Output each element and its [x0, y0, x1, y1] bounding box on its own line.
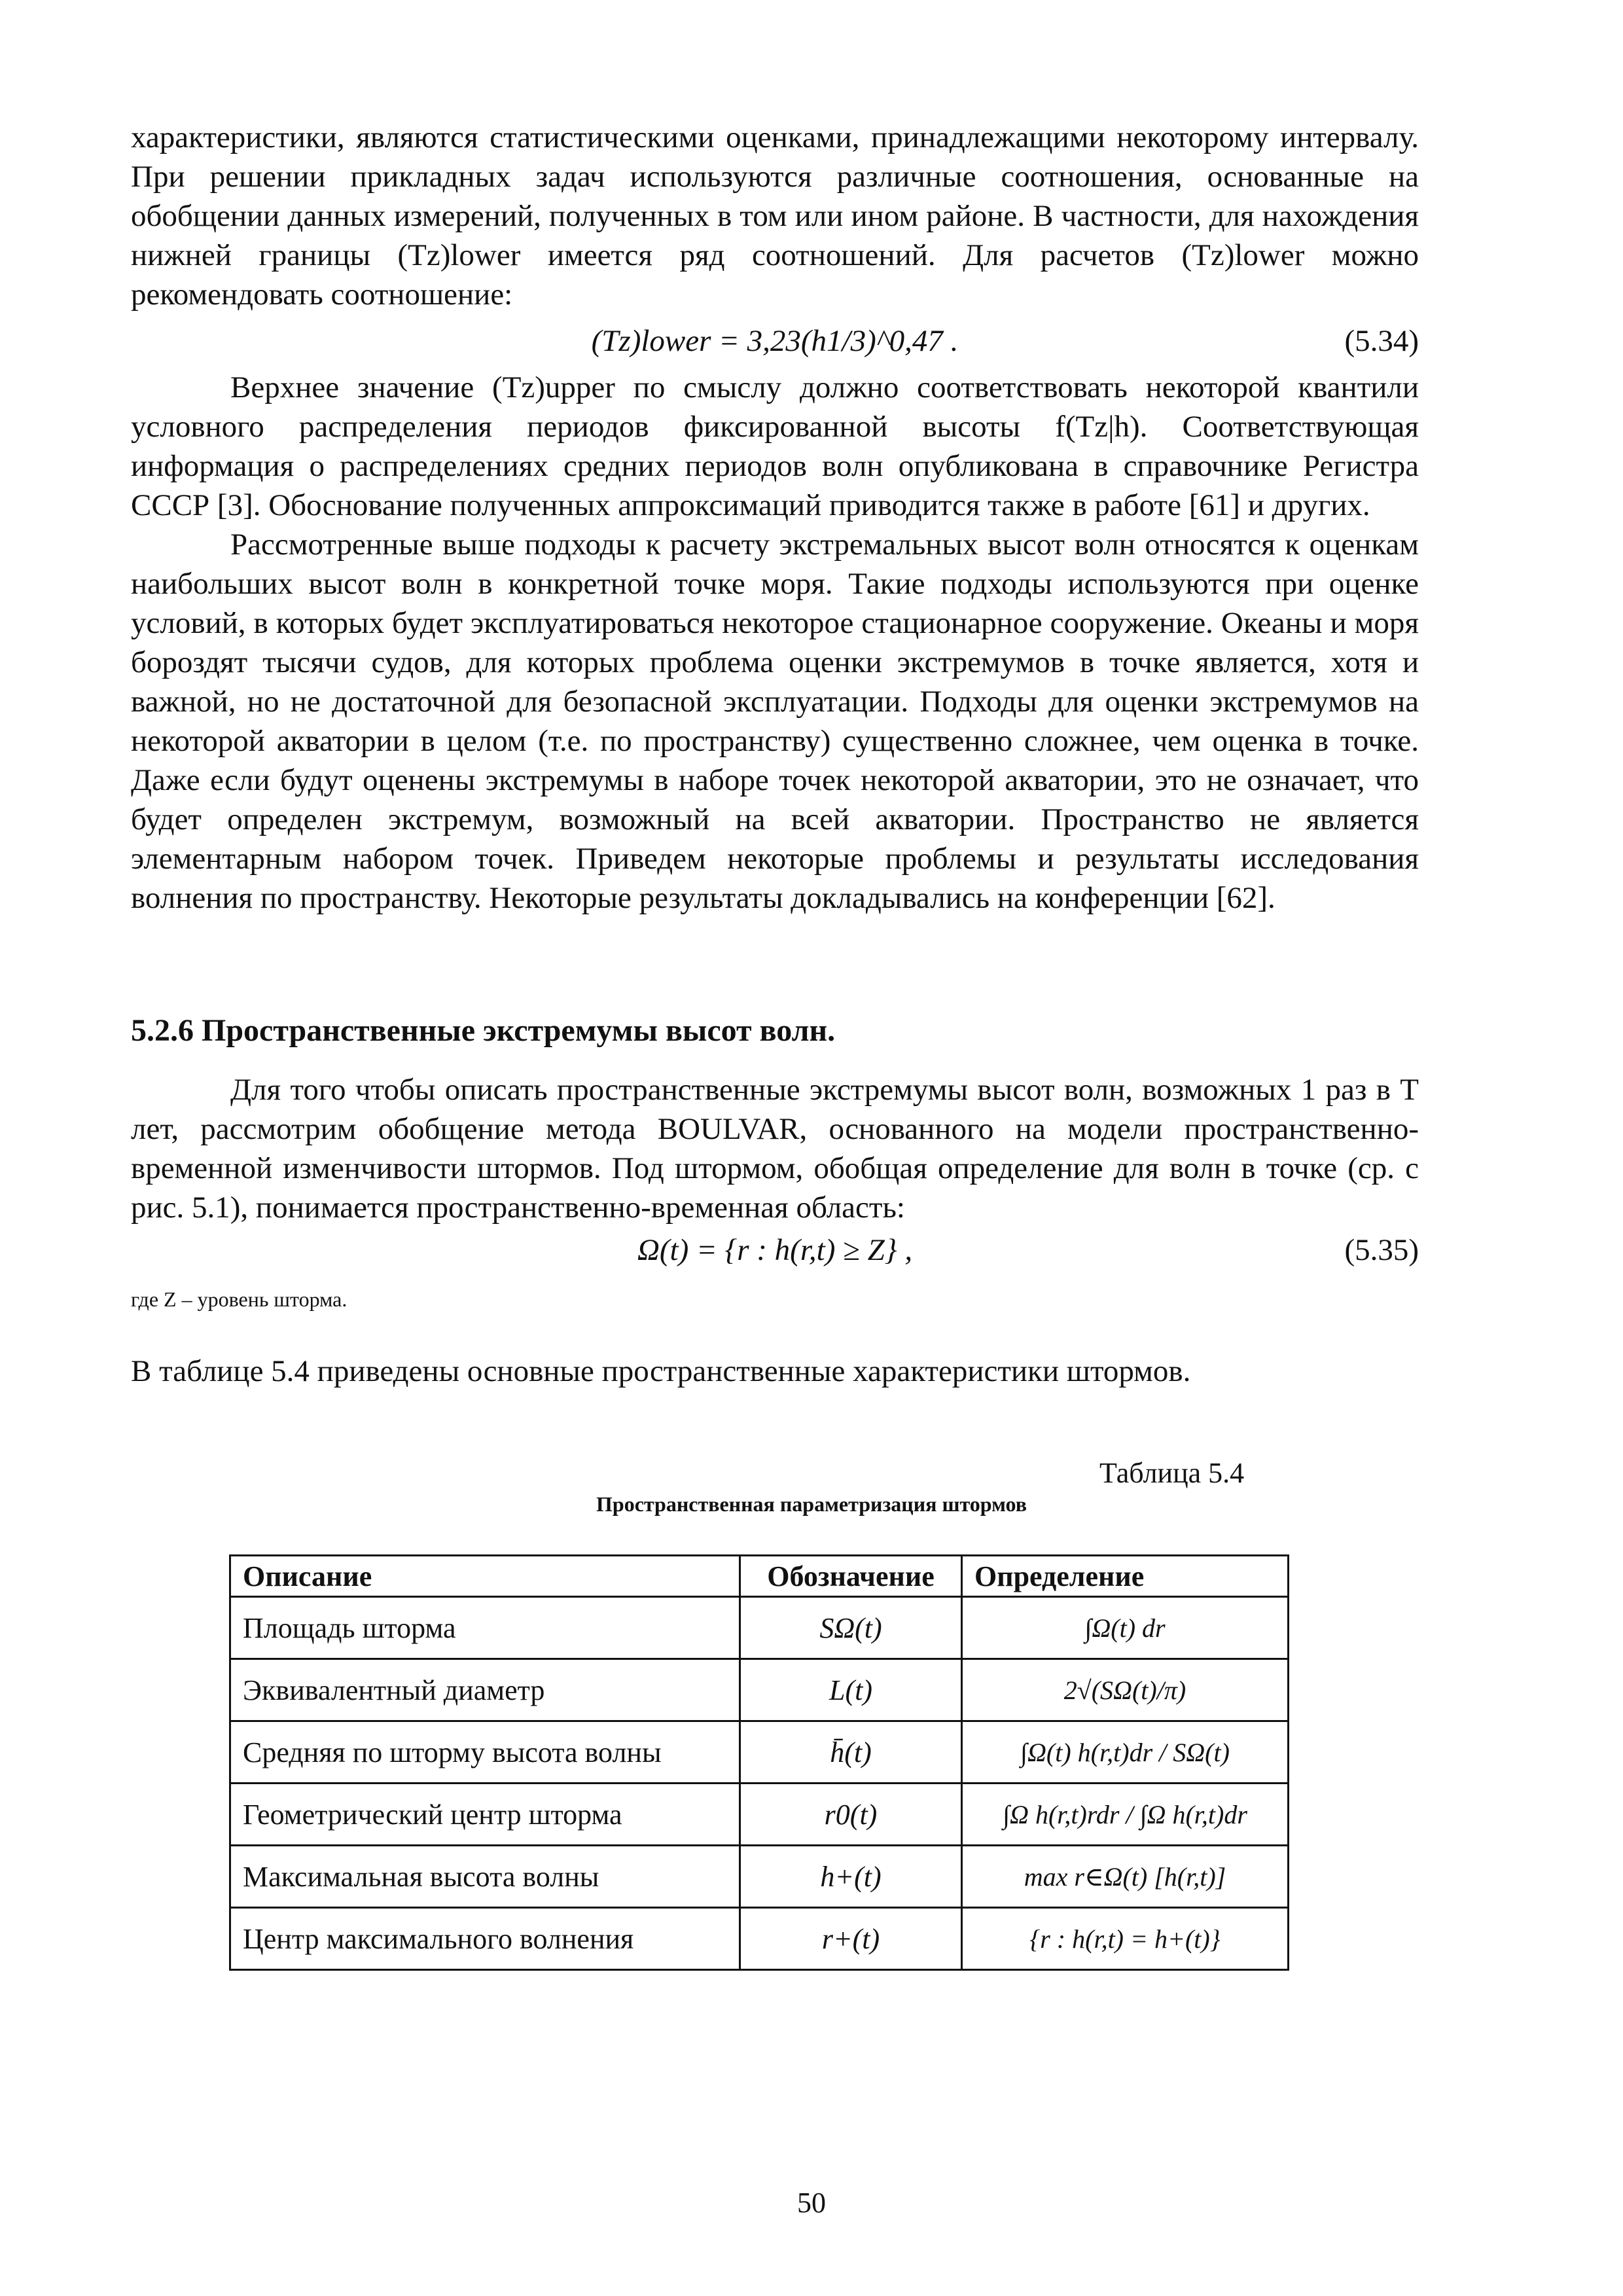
cell-description: Средняя по шторму высота волны [230, 1721, 740, 1784]
table-row [230, 1846, 1289, 1908]
cell-description: Эквивалентный диаметр [230, 1659, 740, 1721]
page-number: 50 [797, 2187, 826, 2219]
cell-definition: ∫Ω(t) h(r,t)dr / SΩ(t) [962, 1721, 1289, 1784]
cell-notation: h̄(t) [740, 1721, 962, 1784]
cell-definition: ∫Ω(t) dr [962, 1597, 1289, 1659]
header-notation: Обозначение [740, 1556, 962, 1597]
paragraph-1: характеристики, являются статистическими оценками, принадлежащими некоторому интервалу. При решении прикладных задач используются различные соотношения, основанные на обобщении данных измерений, полученных в том или ином районе. В частности, для нахождения нижней границы (Tz)lower имеется ряд соотношений. Для расчетов (Tz)lower можно рекомендовать соотношение: [131, 120, 1419, 312]
table-row [230, 1659, 1289, 1721]
cell-description: Геометрический центр шторма [230, 1784, 740, 1846]
table-caption: Пространственная параметризация штормов [596, 1492, 1027, 1516]
paragraph-5: В таблице 5.4 приведены основные пространственные характеристики штормов. [131, 1354, 1191, 1388]
cell-description: Центр максимального волнения [230, 1908, 740, 1970]
cell-notation: L(t) [740, 1659, 962, 1721]
paragraph-3: Рассмотренные выше подходы к расчету экстремальных высот волн относятся к оценкам наибольших высот волн в конкретной точке моря. Такие подходы используются при оценке условий, в которых будет эксплуатироваться некоторое стационарное сооружение. Океаны и моря бороздят тысячи судов, для которых проблема оценки экстремумов в точке является, хотя и важной, но не достаточной для безопасной эксплуатации. Подходы для оценки экстремумов на некоторой акватории в целом (т.е. по пространству) существенно сложнее, чем оценка в точке. Даже если будут оценены экстремумы в наборе точек некоторой акватории, это не означает, что будет определен экстремум, возможный на всей акватории. Пространство не является элементарным набором точек. Приведем некоторые проблемы и результаты исследования волнения по пространству. Некоторые результаты докладывались на конференции [62]. [131, 528, 1419, 915]
section-heading: 5.2.6 Пространственные экстремумы высот волн. [131, 1013, 836, 1048]
equation-body: (Tz)lower = 3,23(h1/3)^0,47 . [591, 324, 959, 358]
cell-description: Максимальная высота волны [230, 1846, 740, 1908]
header-definition: Определение [962, 1556, 1289, 1597]
table-row [230, 1597, 1289, 1659]
text-block-top [131, 118, 1419, 918]
equation-5-34 [131, 318, 1419, 364]
cell-definition: max r∈Ω(t) [h(r,t)] [962, 1846, 1289, 1908]
table-row [230, 1784, 1289, 1846]
cell-notation: r0(t) [740, 1784, 962, 1846]
storm-parameters-table [229, 1554, 1289, 1971]
cell-notation: r+(t) [740, 1908, 962, 1970]
footnote: где Z – уровень шторма. [131, 1287, 348, 1311]
paragraph-4: Для того чтобы описать пространственные экстремумы высот волн, возможных 1 раз в T лет, рассмотрим обобщение метода BOULVAR, основанного на модели пространственно-временной изменчивости штормов. Под штормом, обобщая определение для волн в точке (ср. с рис. 5.1), понимается пространственно-временная область: [131, 1073, 1419, 1225]
cell-definition: {r : h(r,t) = h+(t)} [962, 1908, 1289, 1970]
cell-definition: ∫Ω h(r,t)rdr / ∫Ω h(r,t)dr [962, 1784, 1289, 1846]
table-row [230, 1908, 1289, 1970]
cell-notation: h+(t) [740, 1846, 962, 1908]
table-label: Таблица 5.4 [1099, 1457, 1245, 1489]
cell-definition: 2√(SΩ(t)/π) [962, 1659, 1289, 1721]
header-description: Описание [230, 1556, 740, 1597]
cell-notation: SΩ(t) [740, 1597, 962, 1659]
equation-number: (5.34) [1344, 324, 1419, 358]
equation-number: (5.35) [1344, 1233, 1419, 1267]
paragraph-2: Верхнее значение (Tz)upper по смыслу должно соответствовать некоторой квантили условного распределения периодов фиксированной высоты f(Tz|h). Соответствующая информация о распределениях средних периодов волн опубликована в справочнике Регистра СССР [3]. Обоснование полученных аппроксимаций приводится также в работе [61] и других. [131, 370, 1419, 522]
equation-5-35 [131, 1227, 1419, 1273]
section-5-2-6 [131, 1011, 1419, 1391]
cell-description: Площадь шторма [230, 1597, 740, 1659]
equation-body: Ω(t) = {r : h(r,t) ≥ Z} , [637, 1233, 913, 1267]
table-header-row [230, 1556, 1289, 1597]
table-row [230, 1721, 1289, 1784]
